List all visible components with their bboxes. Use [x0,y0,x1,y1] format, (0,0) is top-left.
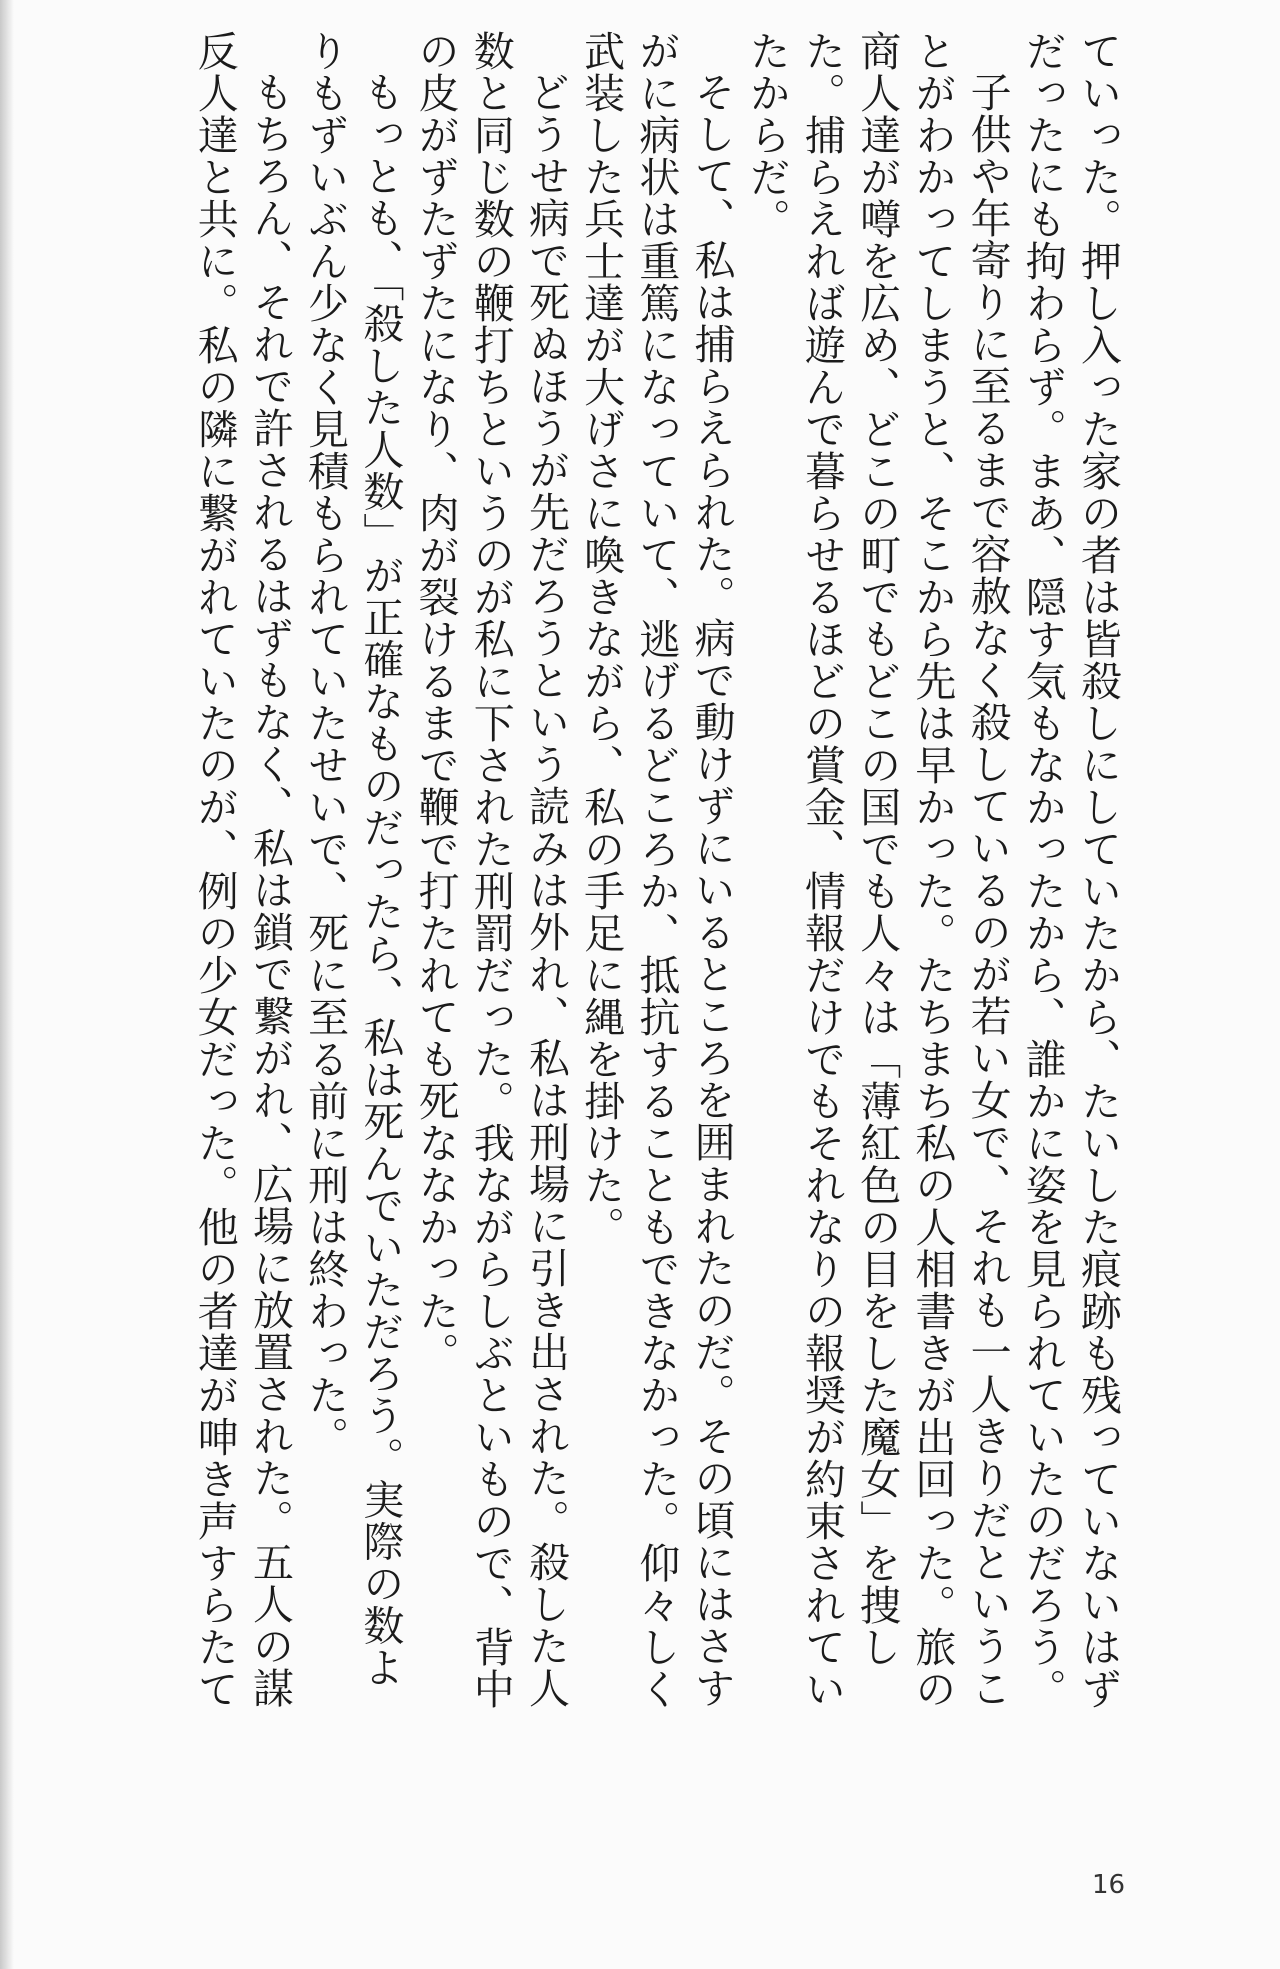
text-line-1: ていった。押し入った家の者は皆殺しにしていたから、たいした痕跡も残っていないはず [1074,30,1122,1710]
text-line-3: 子供や年寄りに至るまで容赦なく殺しているのが若い女で、それも一人きりだというこ [963,71,1012,1709]
text-line-8: そして、私は捕らえられた。病で動けずにいるところを囲まれたのだ。その頃にはさす [687,71,736,1709]
text-line-10: 武装した兵士達が大げさに喚きながら、私の手足に縄を掛けた。 [577,30,626,1248]
text-line-13: の皮がずたずたになり、肉が裂けるまで鞭で打たれても死ななかった。 [411,30,460,1374]
text-line-2: だったにも拘わらず。まあ、隠す気もなかったから、誰かに姿を見られていたのだろう。 [1018,30,1067,1710]
text-line-4: とがわかってしまうと、そこから先は早かった。たちまち私の人相書きが出回った。旅の [908,30,957,1710]
text-line-11: どうせ病で死ぬほうが先だろうという読みは外れ、私は刑場に引き出された。殺した人 [521,71,570,1709]
text-line-6: た。捕らえれば遊んで暮らせるほどの賞金、情報だけでもそれなりの報奨が約束されてい [797,30,846,1710]
text-line-14: もっとも、「殺した人数」が正確なものだったら、私は死んでいただろう。実際の数よ [356,71,405,1689]
text-line-7: たからだ。 [742,30,791,240]
text-line-9: がに病状は重篤になっていて、逃げるどころか、抵抗することもできなかった。仰々しく [632,30,681,1710]
text-line-12: 数と同じ数の鞭打ちというのが私に下された刑罰だった。我ながらしぶといもので、背中 [466,30,515,1710]
text-line-5: 商人達が噂を広め、どこの町でもどこの国でも人々は「薄紅色の目をした魔女」を捜し [853,30,902,1668]
body-text [55,30,1125,1710]
text-line-17: 反人達と共に。私の隣に繋がれていたのが、例の少女だった。他の者達が呻き声すらたて [190,30,239,1710]
page-binding-shadow [0,0,14,1969]
page-number: 16 [1092,1870,1126,1900]
text-line-16: もちろん、それで許されるはずもなく、私は鎖で繋がれ、広場に放置された。五人の謀 [245,71,294,1709]
text-line-15: りもずいぶん少なく見積もられていたせいで、死に至る前に刑は終わった。 [301,30,350,1458]
